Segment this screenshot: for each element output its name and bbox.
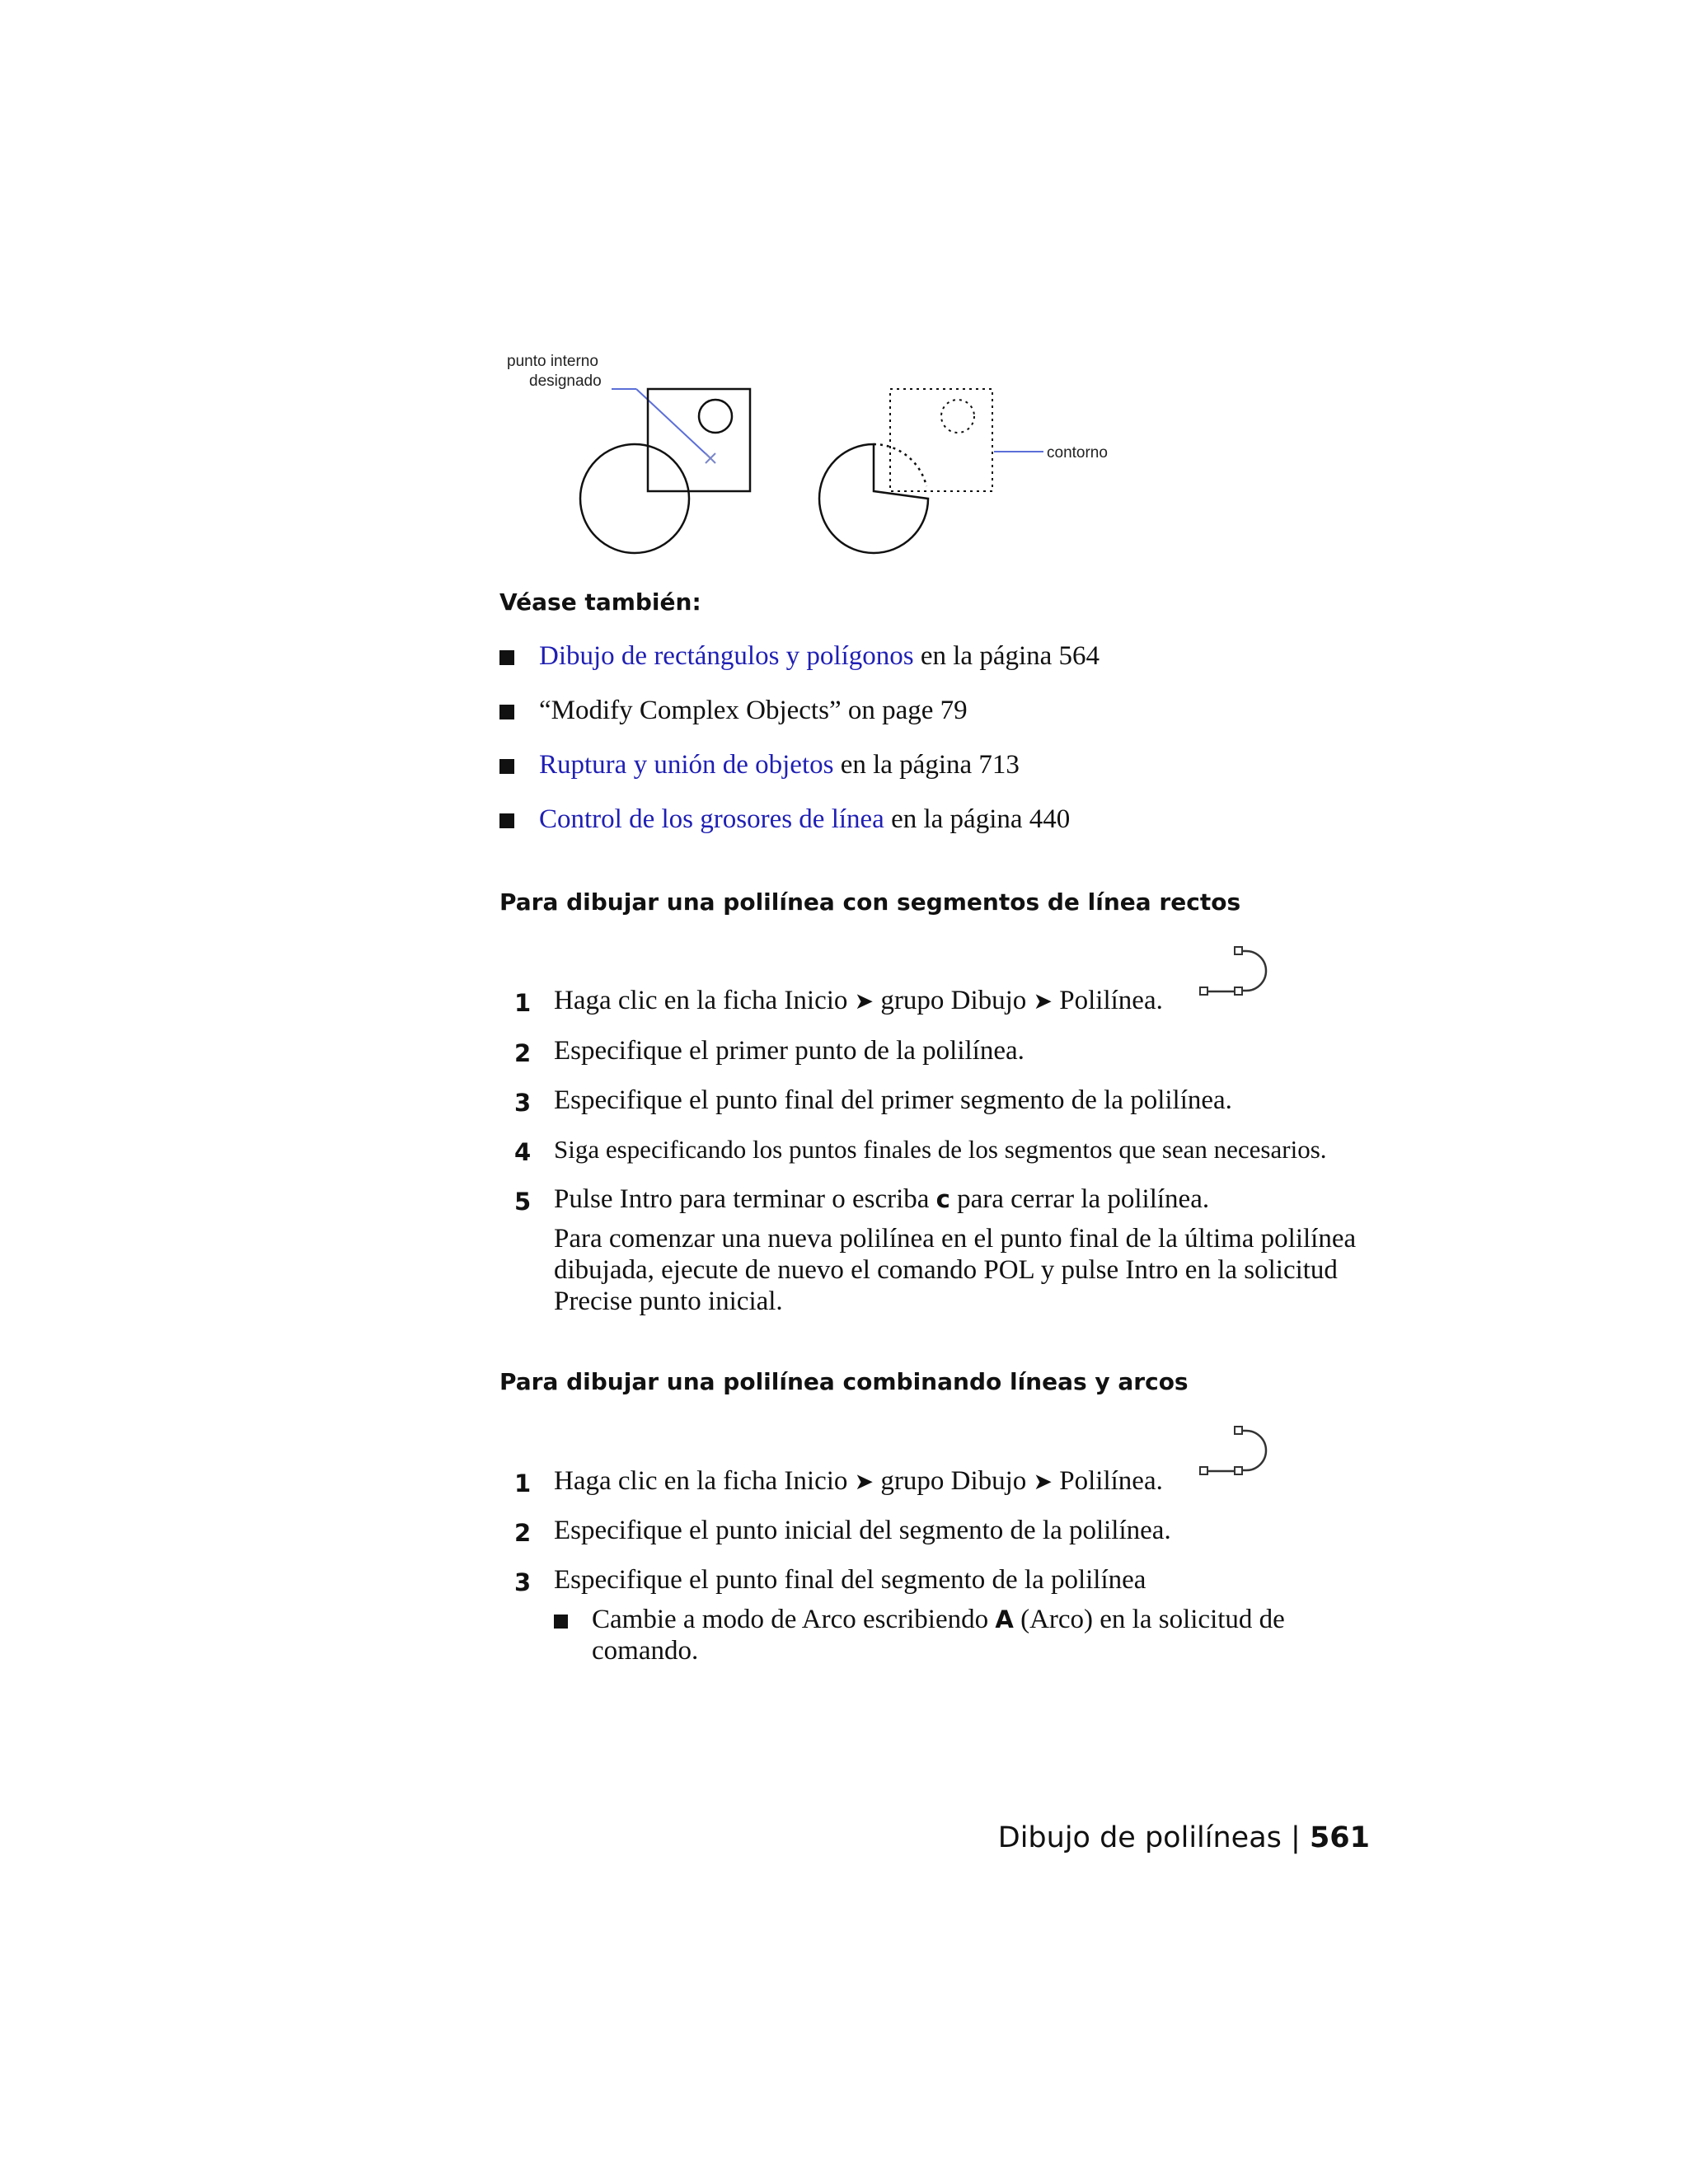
boundary-figure [495, 346, 1154, 577]
see-also-link[interactable]: Control de los grosores de línea [539, 804, 884, 834]
see-also-text: en la página 564 [913, 641, 1100, 671]
step-number: 2 [514, 1519, 532, 1547]
arrow-right-icon: ➤ [1033, 1468, 1053, 1495]
square-bullet-icon [499, 650, 514, 665]
step-text: Siga especificando los puntos finales de los segmentos que sean necesarios. [554, 1135, 1327, 1164]
step-number: 3 [514, 1089, 532, 1117]
square-bullet-icon [499, 759, 514, 774]
step-number: 2 [514, 1039, 532, 1067]
step-text: Especifique el primer punto de la polilínea. [554, 1036, 1025, 1066]
label-boundary: contorno [1047, 444, 1108, 462]
step-text: Haga clic en la ficha Inicio ➤ grupo Dibujo ➤ Polilínea. [554, 1466, 1163, 1496]
square-left [648, 389, 750, 491]
step-text: Pulse Intro para terminar o escriba c para cerrar la polilínea. [554, 1184, 1210, 1214]
step-number: 3 [514, 1568, 532, 1596]
arc-dashed [874, 444, 926, 486]
label-internal-point-line1: punto interno [507, 353, 598, 370]
step-note: Para comenzar una nueva polilínea en el punto final de la última polilínea dibujada, ejecute de nuevo el comando POL y pulse Intro en la solicitud Precise punto inicial. [554, 1224, 1357, 1316]
step-text: Haga clic en la ficha Inicio ➤ grupo Dibujo ➤ Polilínea. [554, 986, 1163, 1015]
polyline-icon [1195, 1424, 1278, 1482]
arrow-right-icon: ➤ [854, 1468, 874, 1495]
step-text: Especifique el punto final del segmento de la polilínea [554, 1565, 1146, 1595]
section1-heading: Para dibujar una polilínea con segmentos de línea rectos [499, 888, 1241, 916]
page-footer [998, 1821, 1370, 1854]
small-circle-right-dashed [941, 400, 974, 433]
key-a: A [995, 1605, 1014, 1633]
step-number: 1 [514, 989, 532, 1017]
square-bullet-icon [499, 813, 514, 828]
polyline-icon [1195, 944, 1278, 1002]
see-also-heading: Véase también: [499, 588, 701, 616]
big-circle-left [580, 444, 689, 553]
step-text: Especifique el punto final del primer segmento de la polilínea. [554, 1085, 1232, 1115]
internal-point-marker [706, 453, 715, 463]
page-number: 561 [1309, 1821, 1370, 1854]
see-also-text: “Modify Complex Objects” on page 79 [539, 696, 968, 725]
sub-bullet-text: Cambie a modo de Arco escribiendo A (Arco) en la solicitud de comando. [592, 1605, 1285, 1666]
step-text: Especifique el punto inicial del segmento de la polilínea. [554, 1516, 1171, 1545]
square-bullet-icon [554, 1615, 568, 1629]
step-number: 4 [514, 1138, 532, 1166]
label-internal-point-line2: designado [529, 373, 602, 390]
step-number: 5 [514, 1188, 532, 1216]
see-also-link[interactable]: Dibujo de rectángulos y polígonos [539, 641, 914, 671]
step-number: 1 [514, 1469, 532, 1497]
see-also-text: en la página 440 [884, 804, 1071, 834]
boundary-wedge-solid [819, 444, 928, 553]
section2-heading: Para dibujar una polilínea combinando líneas y arcos [499, 1368, 1189, 1395]
small-circle-left [699, 400, 732, 433]
see-also-link[interactable]: Ruptura y unión de objetos [539, 750, 834, 780]
footer-separator: | [1281, 1821, 1310, 1854]
see-also-text: en la página 713 [833, 750, 1020, 780]
square-right-dashed [890, 389, 992, 491]
key-c: c [935, 1185, 950, 1213]
arrow-right-icon: ➤ [1033, 987, 1053, 1015]
footer-section-title: Dibujo de polilíneas [997, 1821, 1282, 1854]
arrow-right-icon: ➤ [854, 987, 874, 1015]
square-bullet-icon [499, 705, 514, 719]
